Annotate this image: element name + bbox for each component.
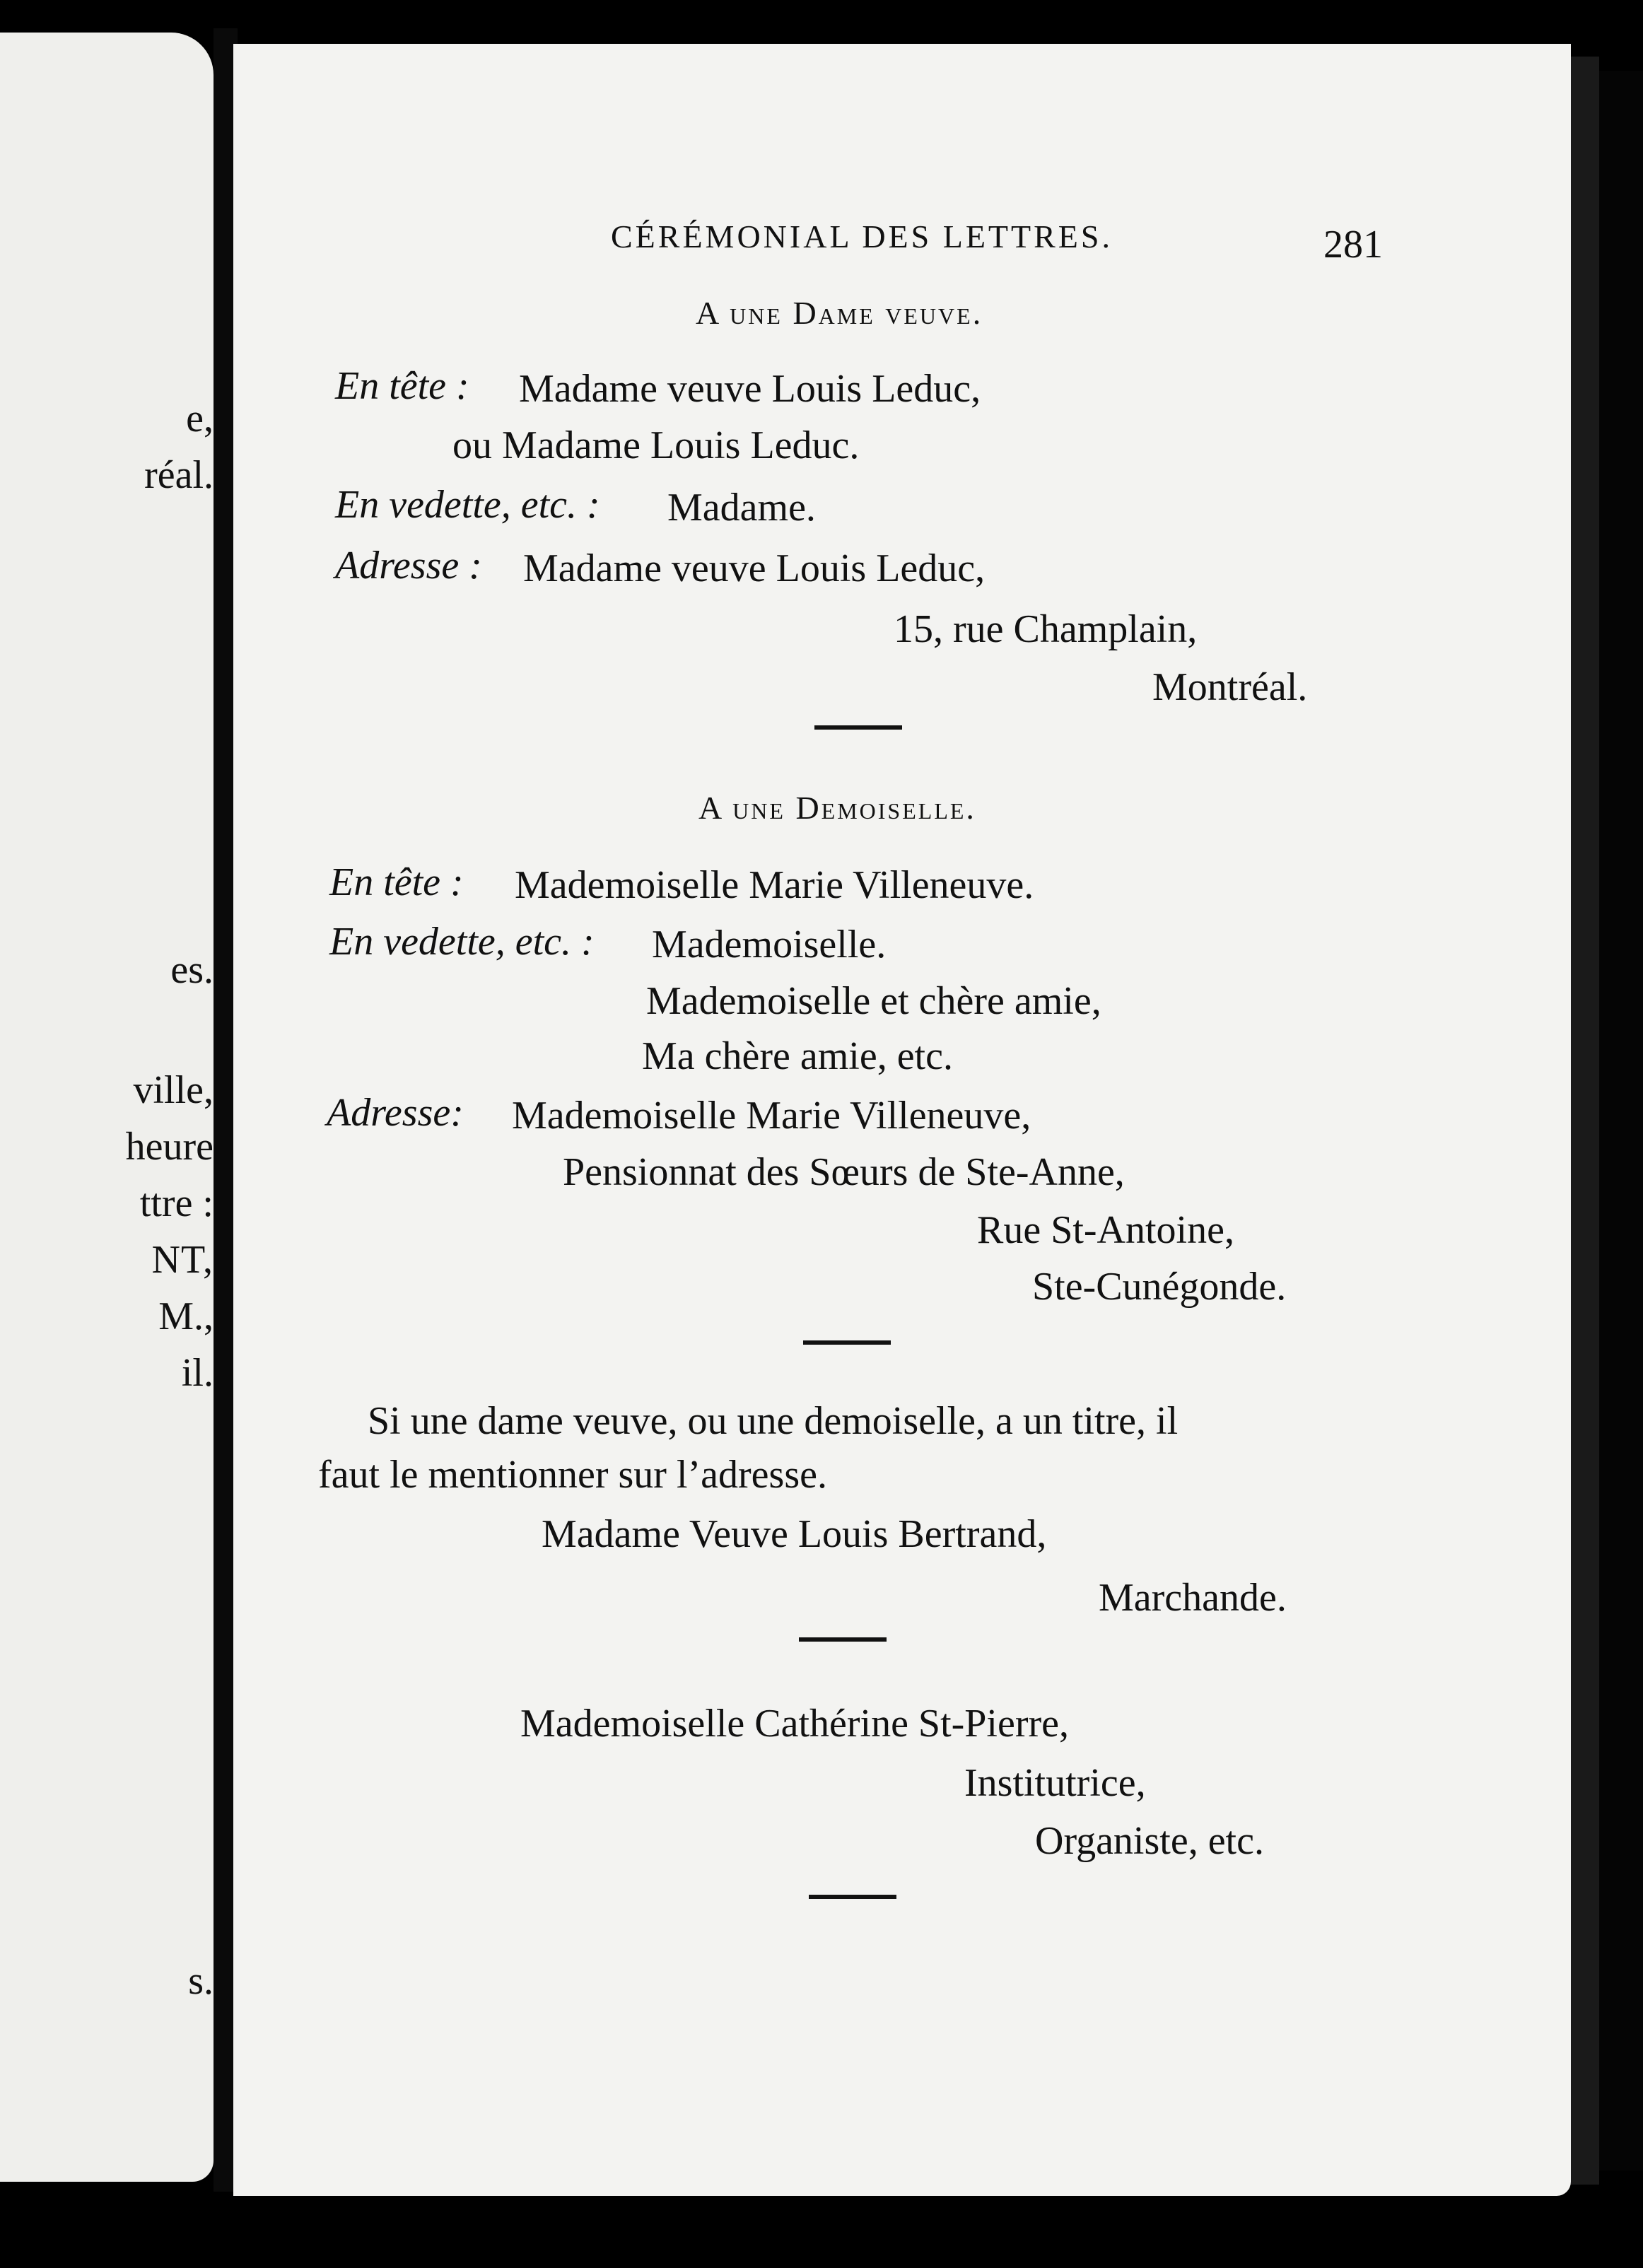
text-line: Madame. (667, 486, 816, 530)
text-line: Madame veuve Louis Leduc, (519, 367, 981, 411)
running-title: CÉRÉMONIAL DES LETTRES. (611, 218, 1113, 255)
divider-rule (814, 725, 902, 730)
text-line: Mademoiselle Cathérine St-Pierre, (520, 1702, 1069, 1746)
label-adresse: Adresse : (335, 544, 482, 588)
label-en-vedette: En vedette, etc. : (329, 920, 595, 964)
text-line: Rue St-Antoine, (977, 1208, 1234, 1252)
left-fragment-text: e, (186, 397, 214, 440)
label-en-vedette: En vedette, etc. : (335, 483, 600, 527)
text-line: Marchande. (1099, 1576, 1287, 1620)
page-edge (1571, 57, 1599, 2185)
label-adresse: Adresse: (327, 1091, 464, 1135)
text-line: Mademoiselle. (652, 923, 887, 966)
text-line: Mademoiselle Marie Villeneuve, (512, 1094, 1031, 1138)
left-fragment-text: ttre : (139, 1181, 214, 1225)
page-edge-dark (1599, 71, 1643, 2170)
left-fragment-text: ville, (133, 1068, 214, 1112)
text-line: Ste-Cunégonde. (1032, 1265, 1287, 1309)
label-en-tete: En tête : (335, 364, 469, 408)
divider-rule (809, 1895, 896, 1899)
text-line: ou Madame Louis Leduc. (452, 423, 860, 467)
text-line: Madame veuve Louis Leduc, (523, 546, 986, 590)
left-fragment-text: es. (170, 948, 214, 992)
divider-rule (803, 1340, 891, 1345)
text-line: Mademoiselle et chère amie, (646, 979, 1101, 1023)
left-page-fragment (0, 33, 214, 2182)
text-line: 15, rue Champlain, (894, 607, 1198, 651)
paragraph-line: faut le mentionner sur l’adresse. (318, 1453, 827, 1497)
left-fragment-text: il. (181, 1351, 214, 1395)
left-fragment-text: M., (158, 1294, 214, 1338)
label-en-tete: En tête : (329, 860, 464, 904)
text-line: Ma chère amie, etc. (642, 1034, 953, 1078)
section-heading: A une Dame veuve. (696, 295, 983, 331)
text-line: Mademoiselle Marie Villeneuve. (515, 863, 1034, 907)
left-fragment-text: NT, (151, 1238, 214, 1282)
left-fragment-text: s. (188, 1959, 214, 2003)
left-fragment-text: réal. (144, 453, 214, 497)
text-line: Madame Veuve Louis Bertrand, (542, 1512, 1047, 1556)
divider-rule (799, 1637, 887, 1642)
text-line: Institutrice, (964, 1761, 1146, 1805)
text-line: Montréal. (1152, 665, 1308, 709)
text-line: Pensionnat des Sœurs de Ste-Anne, (563, 1150, 1125, 1194)
text-line: Organiste, etc. (1035, 1819, 1264, 1863)
section-heading: A une Demoiselle. (698, 790, 976, 826)
page-number: 281 (1323, 223, 1383, 267)
left-fragment-text: heure (125, 1125, 214, 1169)
paragraph-line: Si une dame veuve, ou une demoiselle, a un titre, il (368, 1399, 1179, 1443)
